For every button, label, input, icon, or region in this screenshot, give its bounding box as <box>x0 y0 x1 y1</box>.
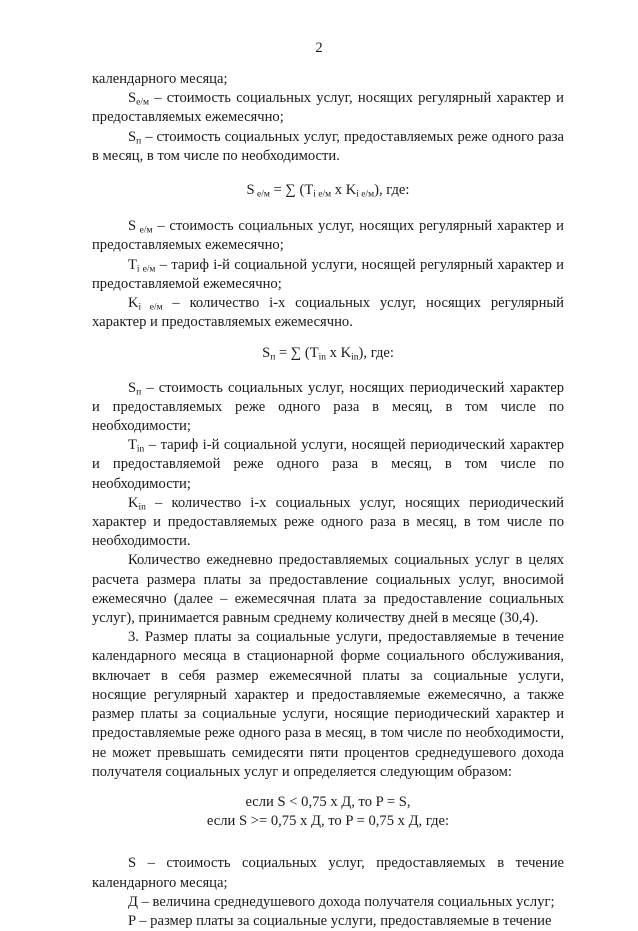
symbol: K <box>128 295 139 312</box>
definition-s: S – стоимость социальных услуг, предоставляемых в течение календарного месяца; <box>92 855 564 891</box>
symbol: S <box>128 128 137 145</box>
document-body <box>92 70 564 931</box>
formula-payment <box>92 793 564 831</box>
subscript: е/м <box>136 225 153 236</box>
definition-text: – стоимость социальных услуг, носящих регулярный характер и предоставляемых ежемесячно; <box>92 218 564 254</box>
subscript: п <box>136 135 142 146</box>
subscript: in <box>138 502 146 513</box>
formula-part: ), где: <box>358 345 394 362</box>
subscript: п <box>136 387 142 397</box>
subscript: п <box>270 352 276 363</box>
symbol: T <box>128 256 137 273</box>
subscript: е/м <box>254 189 270 200</box>
subscript: i е/м <box>356 189 375 200</box>
definition-t-em <box>92 256 564 294</box>
subscript: in <box>318 352 327 363</box>
formula-part: x K <box>331 182 357 199</box>
definition-d: Д – величина среднедушевого дохода получателя социальных услуг; <box>128 893 555 910</box>
formula-part: = ∑ (T <box>275 345 319 362</box>
definition-s-em <box>92 89 564 127</box>
definition-k-em <box>92 294 564 332</box>
definition-text: – тариф i-й социальной услуги, носящей регулярный характер и предоставляемой ежемесячно; <box>92 256 564 292</box>
symbol: K <box>128 494 139 511</box>
definition-text: – количество i-х социальных услуг, носящих регулярный характер и предоставляемых ежемесячно. <box>92 295 564 331</box>
symbol: T <box>128 437 137 454</box>
subscript: in <box>136 444 145 455</box>
subscript: i е/м <box>136 263 156 274</box>
definition-text: – стоимость социальных услуг, предоставляемых реже одного раза в месяц, в том числе по необходимости. <box>92 128 564 164</box>
definition-t-in <box>92 436 564 494</box>
subscript: i е/м <box>313 189 332 200</box>
subscript: е/м <box>136 97 149 108</box>
page-number: 2 <box>315 40 323 56</box>
formula-line: если S >= 0,75 x Д, то P = 0,75 x Д, где: <box>206 813 450 830</box>
symbol: S <box>128 379 137 396</box>
definition-s-em-2 <box>92 217 564 255</box>
paragraph-section-3: 3. Размер платы за социальные услуги, предоставляемые в течение календарного месяца в стационарной форме социального обслуживания, включает в себя размер ежемесячной платы за социальные услуги, носящие регулярный характер и предоставляемые ежемесячно, а также размер платы за социальные услуги, носящие периодический характер и предоставляемые реже одного раза в месяц, в том числе по необходимости, не может превышать семидесяти пяти процентов среднедушевого дохода получателя социальных услуг и определяется следующим образом: <box>92 629 564 780</box>
formula-s-p <box>92 344 564 363</box>
formula-part: S <box>246 182 255 199</box>
symbol: S <box>128 90 137 107</box>
definition-s-p-2 <box>92 379 564 437</box>
continuation-line: календарного месяца; <box>92 71 228 87</box>
definition-s-p <box>92 128 564 166</box>
definition-p: P – размер платы за социальные услуги, предоставляемые в течение <box>128 912 552 929</box>
definition-k-in <box>92 494 564 552</box>
definition-text: – стоимость социальных услуг, носящих периодический характер и предоставляемых реже одного раза в месяц, в том числе по необходимости; <box>92 379 564 435</box>
formula-s-em <box>92 181 564 200</box>
formula-part: ), где: <box>374 182 410 199</box>
formula-line: если S < 0,75 x Д, то P = S, <box>245 793 411 810</box>
formula-part: = ∑ (T <box>269 182 314 199</box>
subscript: in <box>351 352 359 363</box>
symbol: S <box>128 218 137 235</box>
subscript: i е/м <box>138 302 163 313</box>
definition-text: – тариф i-й социальной услуги, носящей периодический характер и предоставляемой реже одного раза в месяц, в том числе по необходимости; <box>92 437 564 492</box>
formula-part: S <box>262 345 271 362</box>
formula-part: x K <box>326 345 352 362</box>
definition-text: – стоимость социальных услуг, носящих регулярный характер и предоставляемых ежемесячно; <box>92 90 564 126</box>
definition-text: – количество i-х социальных услуг, носящих периодический характер и предоставляемых реже одного раза в месяц, в том числе по необходимости. <box>92 494 564 550</box>
paragraph-daily-count: Количество ежедневно предоставляемых социальных услуг в целях расчета размера платы за предоставление социальных услуг, вносимой ежемесячно (далее – ежемесячная плата за предоставление социальных услуг), принимается равным среднему количеству дней в месяце (30,4). <box>92 552 564 627</box>
